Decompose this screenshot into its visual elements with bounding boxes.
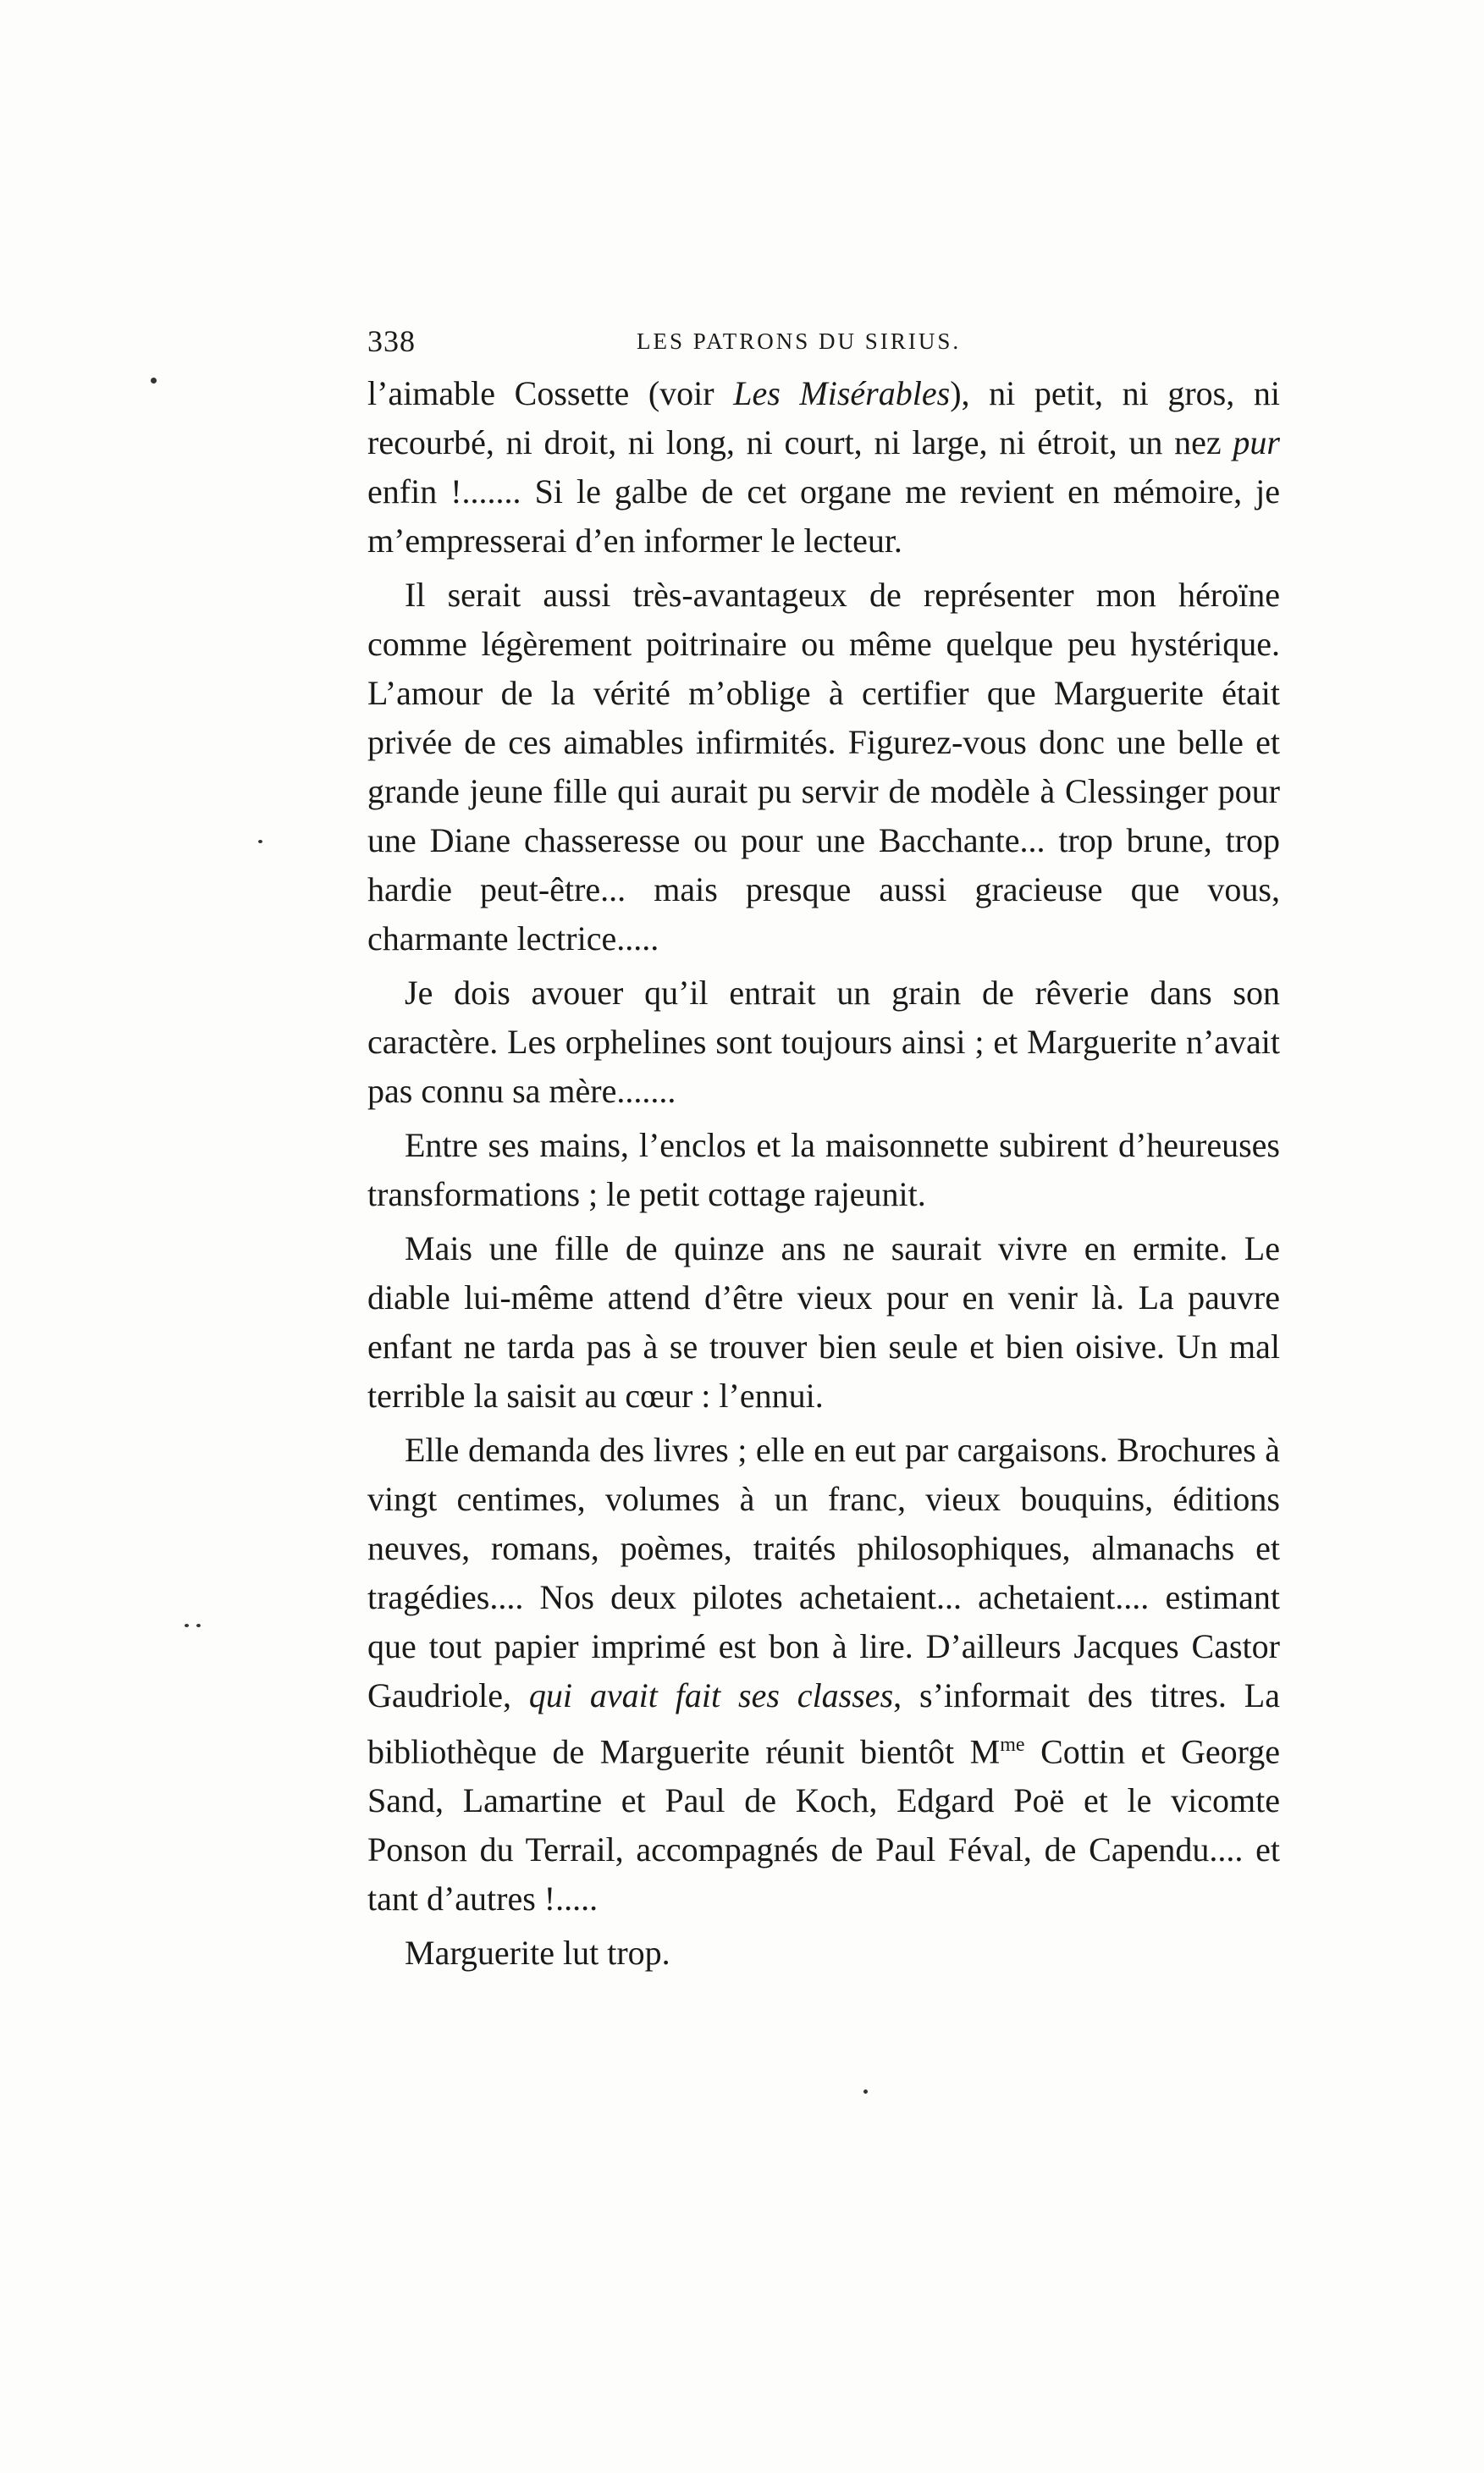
text-run: Mais une fille de quinze ans ne saurait vivre en ermite. Le diable lui-même attend d’être vieux pour en venir là. La pauvre enfant ne tarda pas à se trouver bien seule et bien oisive. Un mal terrible la saisit au cœur : l’ennui. <box>367 1229 1280 1415</box>
scan-speck <box>185 1624 189 1627</box>
paragraph <box>367 1121 1280 1219</box>
text-run: Cottin et George Sand, Lamartine et Paul de Koch, Edgard Poë et le vicomte Ponson du Terrail, accompagnés de Paul Féval, de Capendu.... et tant d’autres !..... <box>367 1732 1280 1918</box>
text-run: enfin !....... Si le galbe de cet organe me revient en mémoire, je m’empresserai d’en informer le lecteur. <box>367 472 1280 560</box>
body-text <box>367 369 1280 1978</box>
paragraph <box>367 571 1280 963</box>
scan-speck <box>863 2089 868 2094</box>
text-run: , s’informait des titres. La bibliothèque de Marguerite réunit bientôt M <box>367 1676 1280 1771</box>
text-run: Je dois avouer qu’il entrait un grain de rêverie dans son caractère. Les orphelines sont toujours ainsi ; et Marguerite n’avait pas connu sa mère....... <box>367 974 1280 1110</box>
superscript-text: me <box>1000 1734 1025 1756</box>
italic-text: qui avait fait ses classes <box>528 1676 894 1714</box>
page-number: 338 <box>367 324 416 358</box>
page-header <box>367 323 1280 357</box>
text-run: Entre ses mains, l’enclos et la maisonnette subirent d’heureuses transformations ; le petit cottage rajeunit. <box>367 1126 1280 1213</box>
scan-speck <box>258 840 262 843</box>
italic-text: pur <box>1233 423 1280 461</box>
scan-speck <box>196 1624 201 1627</box>
paragraph <box>367 369 1280 566</box>
text-run: ), ni petit, ni gros, ni recourbé, ni droit, ni long, ni court, ni large, ni étroit, un nez <box>367 374 1280 461</box>
paragraph <box>367 1929 1280 1978</box>
text-run: l’aimable Cossette (voir <box>367 374 734 412</box>
running-head: LES PATRONS DU SIRIUS. <box>637 328 962 354</box>
text-run: Il serait aussi très-avantageux de représenter mon héroïne comme légèrement poitrinaire ou même quelque peu hystérique. L’amour de la vérité m’oblige à certifier que Marguerite était privée de ces aimables infirmités. Figurez-vous donc une belle et grande jeune fille qui aurait pu servir de modèle à Clessinger pour une Diane chasseresse ou pour une Bacchante... trop brune, trop hardie peut-être... mais presque aussi gracieuse que vous, charmante lectrice..... <box>367 576 1280 958</box>
text-run: Marguerite lut trop. <box>405 1934 670 1973</box>
paragraph <box>367 1426 1280 1924</box>
paragraph <box>367 969 1280 1116</box>
paragraph <box>367 1224 1280 1421</box>
scan-speck <box>151 378 157 384</box>
text-run: Elle demanda des livres ; elle en eut par cargaisons. Brochures à vingt centimes, volumes à un franc, vieux bouquins, éditions neuves, romans, poèmes, traités philosophiques, almanachs et tragédies.... Nos deux pilotes achetaient... achetaient.... estimant que tout papier imprimé est bon à lire. D’ailleurs Jacques Castor Gaudriole, <box>367 1431 1280 1714</box>
italic-text: Les Misérables <box>733 374 951 412</box>
